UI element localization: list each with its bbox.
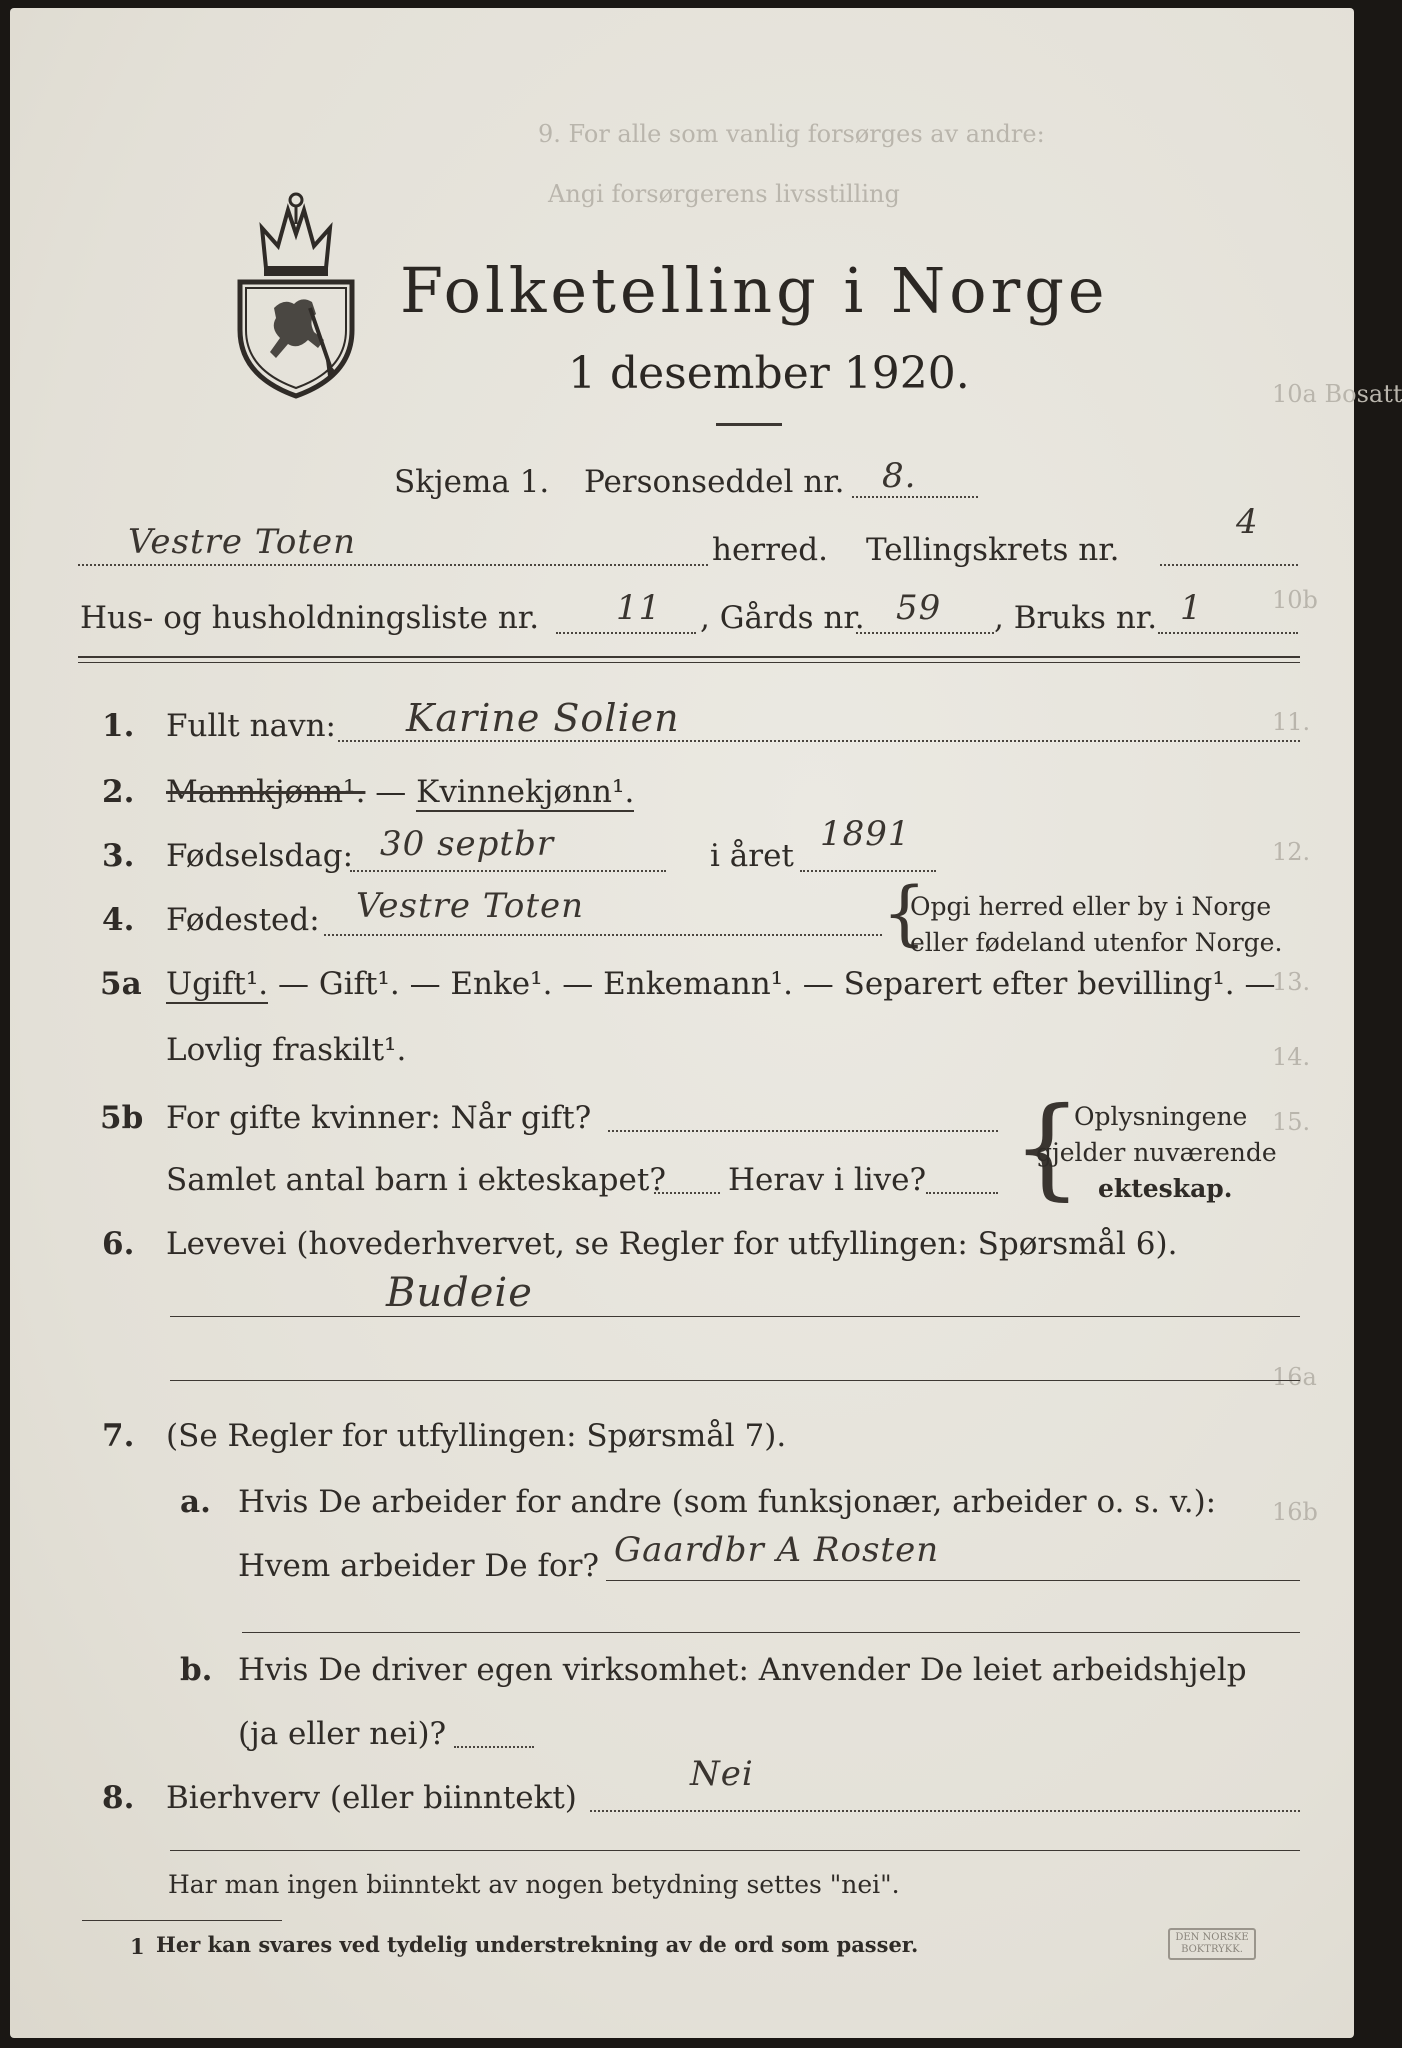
census-form bbox=[10, 8, 1402, 2038]
q3-line bbox=[350, 870, 666, 872]
bleed-text: 16a bbox=[1272, 1363, 1317, 1391]
gards-value[interactable]: 59 bbox=[896, 588, 942, 628]
q6-number: 6. bbox=[102, 1226, 135, 1262]
footnote-text: Her kan svares ved tydelig understrekning av de ord som passer. bbox=[156, 1932, 919, 1957]
bleed-text: 15. bbox=[1272, 1108, 1311, 1136]
form-title: Folketelling i Norge bbox=[400, 254, 1109, 327]
q5b-alive-label: Herav i live? bbox=[728, 1162, 927, 1198]
q7a-extra-line bbox=[242, 1632, 1300, 1633]
herred-label: herred. bbox=[712, 532, 828, 568]
husliste-label: Hus- og husholdningsliste nr. bbox=[80, 600, 540, 636]
bleed-text: 14. bbox=[1272, 1043, 1311, 1071]
husliste-line bbox=[556, 632, 696, 634]
q8-value[interactable]: Nei bbox=[690, 1754, 754, 1794]
footnote-mark: 1 bbox=[130, 1934, 145, 1959]
q6-line1 bbox=[170, 1316, 1300, 1317]
bruks-label: , Bruks nr. bbox=[994, 600, 1158, 636]
q5b-line1: For gifte kvinner: Når gift? bbox=[166, 1100, 592, 1136]
bleed-text: 11. bbox=[1272, 708, 1311, 736]
q3-value[interactable]: 30 septbr bbox=[380, 824, 555, 864]
q4-brace: { bbox=[882, 872, 927, 954]
herred-value[interactable]: Vestre Toten bbox=[128, 522, 357, 562]
title-divider bbox=[716, 423, 782, 426]
q7-number: 7. bbox=[102, 1418, 135, 1454]
q5b-alive-line bbox=[926, 1192, 998, 1194]
tellingskrets-label: Tellingskrets nr. bbox=[866, 532, 1120, 568]
q1-number: 1. bbox=[102, 708, 135, 744]
bleed-text: 10a Bosatt bbox=[1272, 380, 1402, 408]
header-divider-thin bbox=[78, 662, 1300, 663]
husliste-value[interactable]: 11 bbox=[616, 588, 662, 628]
q6-label: Levevei (hovederhvervet, se Regler for utfyllingen: Spørsmål 6). bbox=[166, 1226, 1178, 1262]
q5a-line2[interactable]: Lovlig fraskilt¹. bbox=[166, 1032, 407, 1068]
q5a-options bbox=[166, 966, 1275, 1002]
q5b-note2: gjelder nuværende bbox=[1036, 1138, 1277, 1167]
bleed-text: Angi forsørgerens livsstilling bbox=[548, 180, 900, 208]
q7a-line1: Hvis De arbeider for andre (som funksjonær, arbeider o. s. v.): bbox=[238, 1484, 1217, 1520]
bleed-text: 9. For alle som vanlig forsørges av andre: bbox=[538, 120, 1045, 148]
q5b-married-line bbox=[608, 1130, 998, 1132]
header-divider bbox=[78, 656, 1300, 658]
q2-male-option[interactable]: Mannkjønn¹. bbox=[166, 774, 366, 810]
printer-stamp: DEN NORSKE BOKTRYKK. bbox=[1168, 1928, 1256, 1960]
q5b-note1: Oplysningene bbox=[1074, 1102, 1248, 1131]
q8-label: Bierhverv (eller biinntekt) bbox=[166, 1780, 577, 1816]
q7a-letter: a. bbox=[180, 1484, 211, 1520]
q5a-number: 5a bbox=[100, 966, 142, 1002]
form-date: 1 desember 1920. bbox=[568, 348, 970, 399]
personseddel-line bbox=[852, 496, 978, 498]
q7b-line1: Hvis De driver egen virksomhet: Anvender De leiet arbeidshjelp bbox=[238, 1652, 1247, 1688]
personseddel-label: Personseddel nr. bbox=[584, 464, 845, 500]
q4-note-line1: Opgi herred eller by i Norge bbox=[910, 892, 1272, 921]
q7b-letter: b. bbox=[180, 1652, 213, 1688]
q3-number: 3. bbox=[102, 838, 135, 874]
footer-note: Har man ingen biinntekt av nogen betydning settes "nei". bbox=[168, 1870, 900, 1899]
herred-line bbox=[78, 564, 708, 566]
personseddel-value[interactable]: 8. bbox=[882, 456, 917, 496]
q7b-line2: (ja eller nei)? bbox=[238, 1716, 447, 1752]
bleed-text: 13. bbox=[1272, 968, 1311, 996]
gards-label: , Gårds nr. bbox=[700, 600, 865, 636]
q5b-number: 5b bbox=[100, 1100, 144, 1136]
q2-options bbox=[166, 774, 634, 810]
q7a-answer-line bbox=[606, 1580, 1300, 1581]
bruks-line bbox=[1158, 632, 1298, 634]
q5b-brace: { bbox=[1012, 1083, 1082, 1211]
tellingskrets-line bbox=[1160, 564, 1298, 566]
gards-line bbox=[856, 632, 994, 634]
q1-label: Fullt navn: bbox=[166, 708, 336, 744]
coat-of-arms-icon bbox=[232, 190, 360, 400]
q1-value[interactable]: Karine Solien bbox=[406, 696, 680, 740]
q6-value[interactable]: Budeie bbox=[386, 1270, 533, 1316]
q5b-children-label: Samlet antal barn i ekteskapet? bbox=[166, 1162, 666, 1198]
q4-line bbox=[324, 934, 882, 936]
q8-line bbox=[590, 1810, 1300, 1812]
q4-value[interactable]: Vestre Toten bbox=[356, 886, 585, 926]
q7-label: (Se Regler for utfyllingen: Spørsmål 7). bbox=[166, 1418, 787, 1454]
bleed-text: 10b bbox=[1272, 586, 1318, 614]
q7a-value[interactable]: Gaardbr A Rosten bbox=[614, 1530, 940, 1570]
q5b-children-line bbox=[654, 1192, 720, 1194]
q2-dash: — bbox=[375, 774, 407, 810]
q3-year-value[interactable]: 1891 bbox=[820, 814, 911, 854]
q5b-note3: ekteskap. bbox=[1098, 1174, 1233, 1203]
q5a-other-options[interactable]: — Gift¹. — Enke¹. — Enkemann¹. — Separert efter bevilling¹. — bbox=[277, 966, 1276, 1002]
q4-number: 4. bbox=[102, 902, 135, 938]
bleed-text: 12. bbox=[1272, 838, 1311, 866]
q2-female-option[interactable]: Kvinnekjønn¹. bbox=[416, 774, 635, 810]
q7a-line2: Hvem arbeider De for? bbox=[238, 1548, 600, 1584]
q3-year-label: i året bbox=[710, 838, 794, 874]
tellingskrets-value[interactable]: 4 bbox=[1236, 502, 1259, 542]
q3-label: Fødselsdag: bbox=[166, 838, 354, 874]
bruks-value[interactable]: 1 bbox=[1180, 588, 1203, 628]
schema-label: Skjema 1. bbox=[394, 464, 550, 500]
q4-note-line2: eller fødeland utenfor Norge. bbox=[910, 928, 1283, 957]
q4-label: Fødested: bbox=[166, 902, 320, 938]
q8-extra-line bbox=[170, 1850, 1300, 1851]
q1-line bbox=[338, 740, 1300, 742]
q2-number: 2. bbox=[102, 774, 135, 810]
q6-line2 bbox=[170, 1380, 1300, 1381]
q5a-ugift-option[interactable]: Ugift¹. bbox=[166, 966, 269, 1002]
bleed-text: 16b bbox=[1272, 1498, 1318, 1526]
q8-number: 8. bbox=[102, 1780, 135, 1816]
q7b-answer-line bbox=[454, 1746, 534, 1748]
footnote-divider bbox=[82, 1920, 282, 1921]
